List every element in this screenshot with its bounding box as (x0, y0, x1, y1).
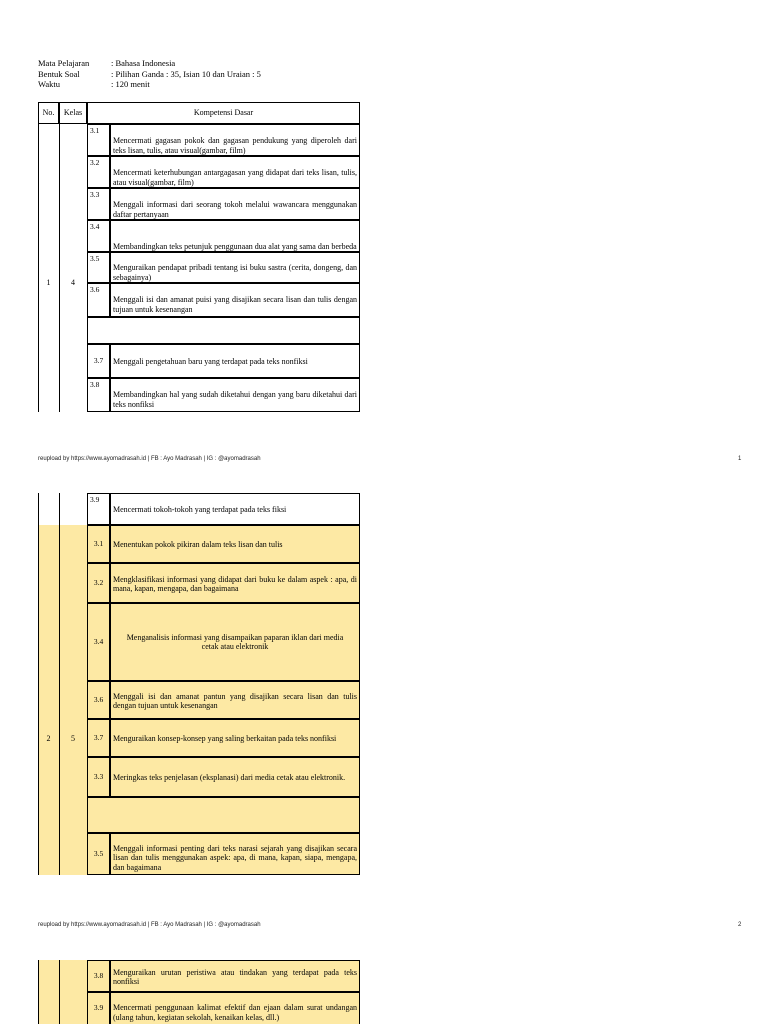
document-meta (38, 58, 261, 90)
kd-text: Menggali isi dan amanat puisi yang disajikan secara lisan dan tulis dengan tujuan untuk kesenangan (110, 283, 360, 317)
kd-number: 3.6 (87, 283, 110, 317)
footer-credit: reupload by https://www.ayomadrasah.id | FB : Ayo Madrasah | IG : @ayomadrasah (38, 922, 261, 928)
kd-text: Mencermati tokoh-tokoh yang terdapat pada teks fiksi (110, 493, 360, 525)
kd-table-page3 (38, 960, 360, 1024)
kd-text: Menguraikan urutan peristiwa atau tindakan yang terdapat pada teks nonfiksi (110, 960, 360, 992)
kd-number: 3.4 (87, 603, 110, 681)
kd-number: 3.8 (87, 960, 110, 992)
group-kelas: 4 (71, 278, 75, 287)
meta-label: Bentuk Soal (38, 68, 80, 79)
kd-number: 3.3 (87, 757, 110, 797)
kd-text: Membandingkan hal yang sudah diketahui dengan yang baru diketahui dari teks nonfiksi (110, 378, 360, 412)
meta-value: : Bahasa Indonesia (111, 58, 176, 68)
kd-text: Mencermati keterhubungan antargagasan yang didapat dari teks lisan, tulis, atau visual(gambar, film) (110, 156, 360, 188)
kd-empty-row (87, 317, 360, 344)
kd-text: Menggali informasi penting dari teks narasi sejarah yang disajikan secara lisan dan tulis menggunakan aspek: apa, di mana, kapan, siapa, mengapa, dan bagaimana (110, 833, 360, 875)
kd-number: 3.7 (87, 719, 110, 757)
meta-label: Mata Pelajaran (38, 58, 90, 68)
kd-text: Menggali pengetahuan baru yang terdapat pada teks nonfiksi (110, 344, 360, 378)
kd-number: 3.6 (87, 681, 110, 719)
kd-text: Mencermati penggunaan kalimat efektif dan ejaan dalam surat undangan (ulang tahun, kegiatan sekolah, kenaikan kelas, dll.) (110, 992, 360, 1024)
kd-number: 3.5 (87, 252, 110, 283)
kd-text: Mengklasifikasi informasi yang didapat dari buku ke dalam aspek : apa, di mana, kapan, mengapa, dan bagaimana (110, 563, 360, 603)
kd-number: 3.2 (87, 156, 110, 188)
kd-number: 3.5 (87, 833, 110, 875)
kd-number: 3.2 (87, 563, 110, 603)
header-kompetensi-dasar: Kompetensi Dasar (87, 102, 360, 124)
meta-value: : 120 menit (111, 79, 150, 89)
kd-number: 3.9 (87, 493, 110, 525)
footer-credit: reupload by https://www.ayomadrasah.id | FB : Ayo Madrasah | IG : @ayomadrasah (38, 456, 261, 462)
kd-number: 3.1 (87, 124, 110, 156)
group-no: 2 (46, 734, 51, 743)
kd-number: 3.7 (87, 344, 110, 378)
kd-text: Mencermati gagasan pokok dan gagasan pendukung yang diperoleh dari teks lisan, tulis, atau visual(gambar, film) (110, 124, 360, 156)
kd-text: Menggali isi dan amanat pantun yang disajikan secara lisan dan tulis dengan tujuan untuk kesenangan (110, 681, 360, 719)
meta-value: : Pilihan Ganda : 35, Isian 10 dan Uraian : 5 (111, 68, 261, 79)
meta-label: Waktu (38, 79, 60, 89)
meta-row-subject (38, 58, 261, 69)
kd-text: Meringkas teks penjelasan (eksplanasi) dari media cetak atau elektronik. (110, 757, 360, 797)
group-kelas: 5 (71, 734, 75, 743)
kd-number: 3.8 (87, 378, 110, 412)
kd-table-page1 (38, 102, 360, 412)
kd-text: Menggali informasi dari seorang tokoh melalui wawancara menggunakan daftar pertanyaan (110, 188, 360, 220)
kd-number: 3.1 (87, 525, 110, 563)
meta-row-time (38, 79, 261, 90)
kd-text: Membandingkan teks petunjuk penggunaan dua alat yang sama dan berbeda (110, 220, 360, 252)
page-number: 2 (738, 922, 742, 928)
page-number: 1 (738, 456, 742, 462)
group-no: 1 (46, 278, 51, 287)
kd-number: 3.4 (87, 220, 110, 252)
kd-empty-row (87, 797, 360, 833)
kd-table-page2 (38, 493, 360, 875)
header-kelas: Kelas (59, 102, 87, 124)
kd-text: Menganalisis informasi yang disampaikan paparan iklan dari media cetak atau elektronik (110, 603, 360, 681)
kd-number: 3.9 (87, 992, 110, 1024)
kd-text: Menguraikan konsep-konsep yang saling berkaitan pada teks nonfiksi (110, 719, 360, 757)
kd-text: Menentukan pokok pikiran dalam teks lisan dan tulis (110, 525, 360, 563)
meta-row-question-type (38, 69, 261, 80)
kd-text: Menguraikan pendapat pribadi tentang isi buku sastra (cerita, dongeng, dan sebagainya) (110, 252, 360, 283)
kd-number: 3.3 (87, 188, 110, 220)
header-no: No. (38, 102, 59, 124)
